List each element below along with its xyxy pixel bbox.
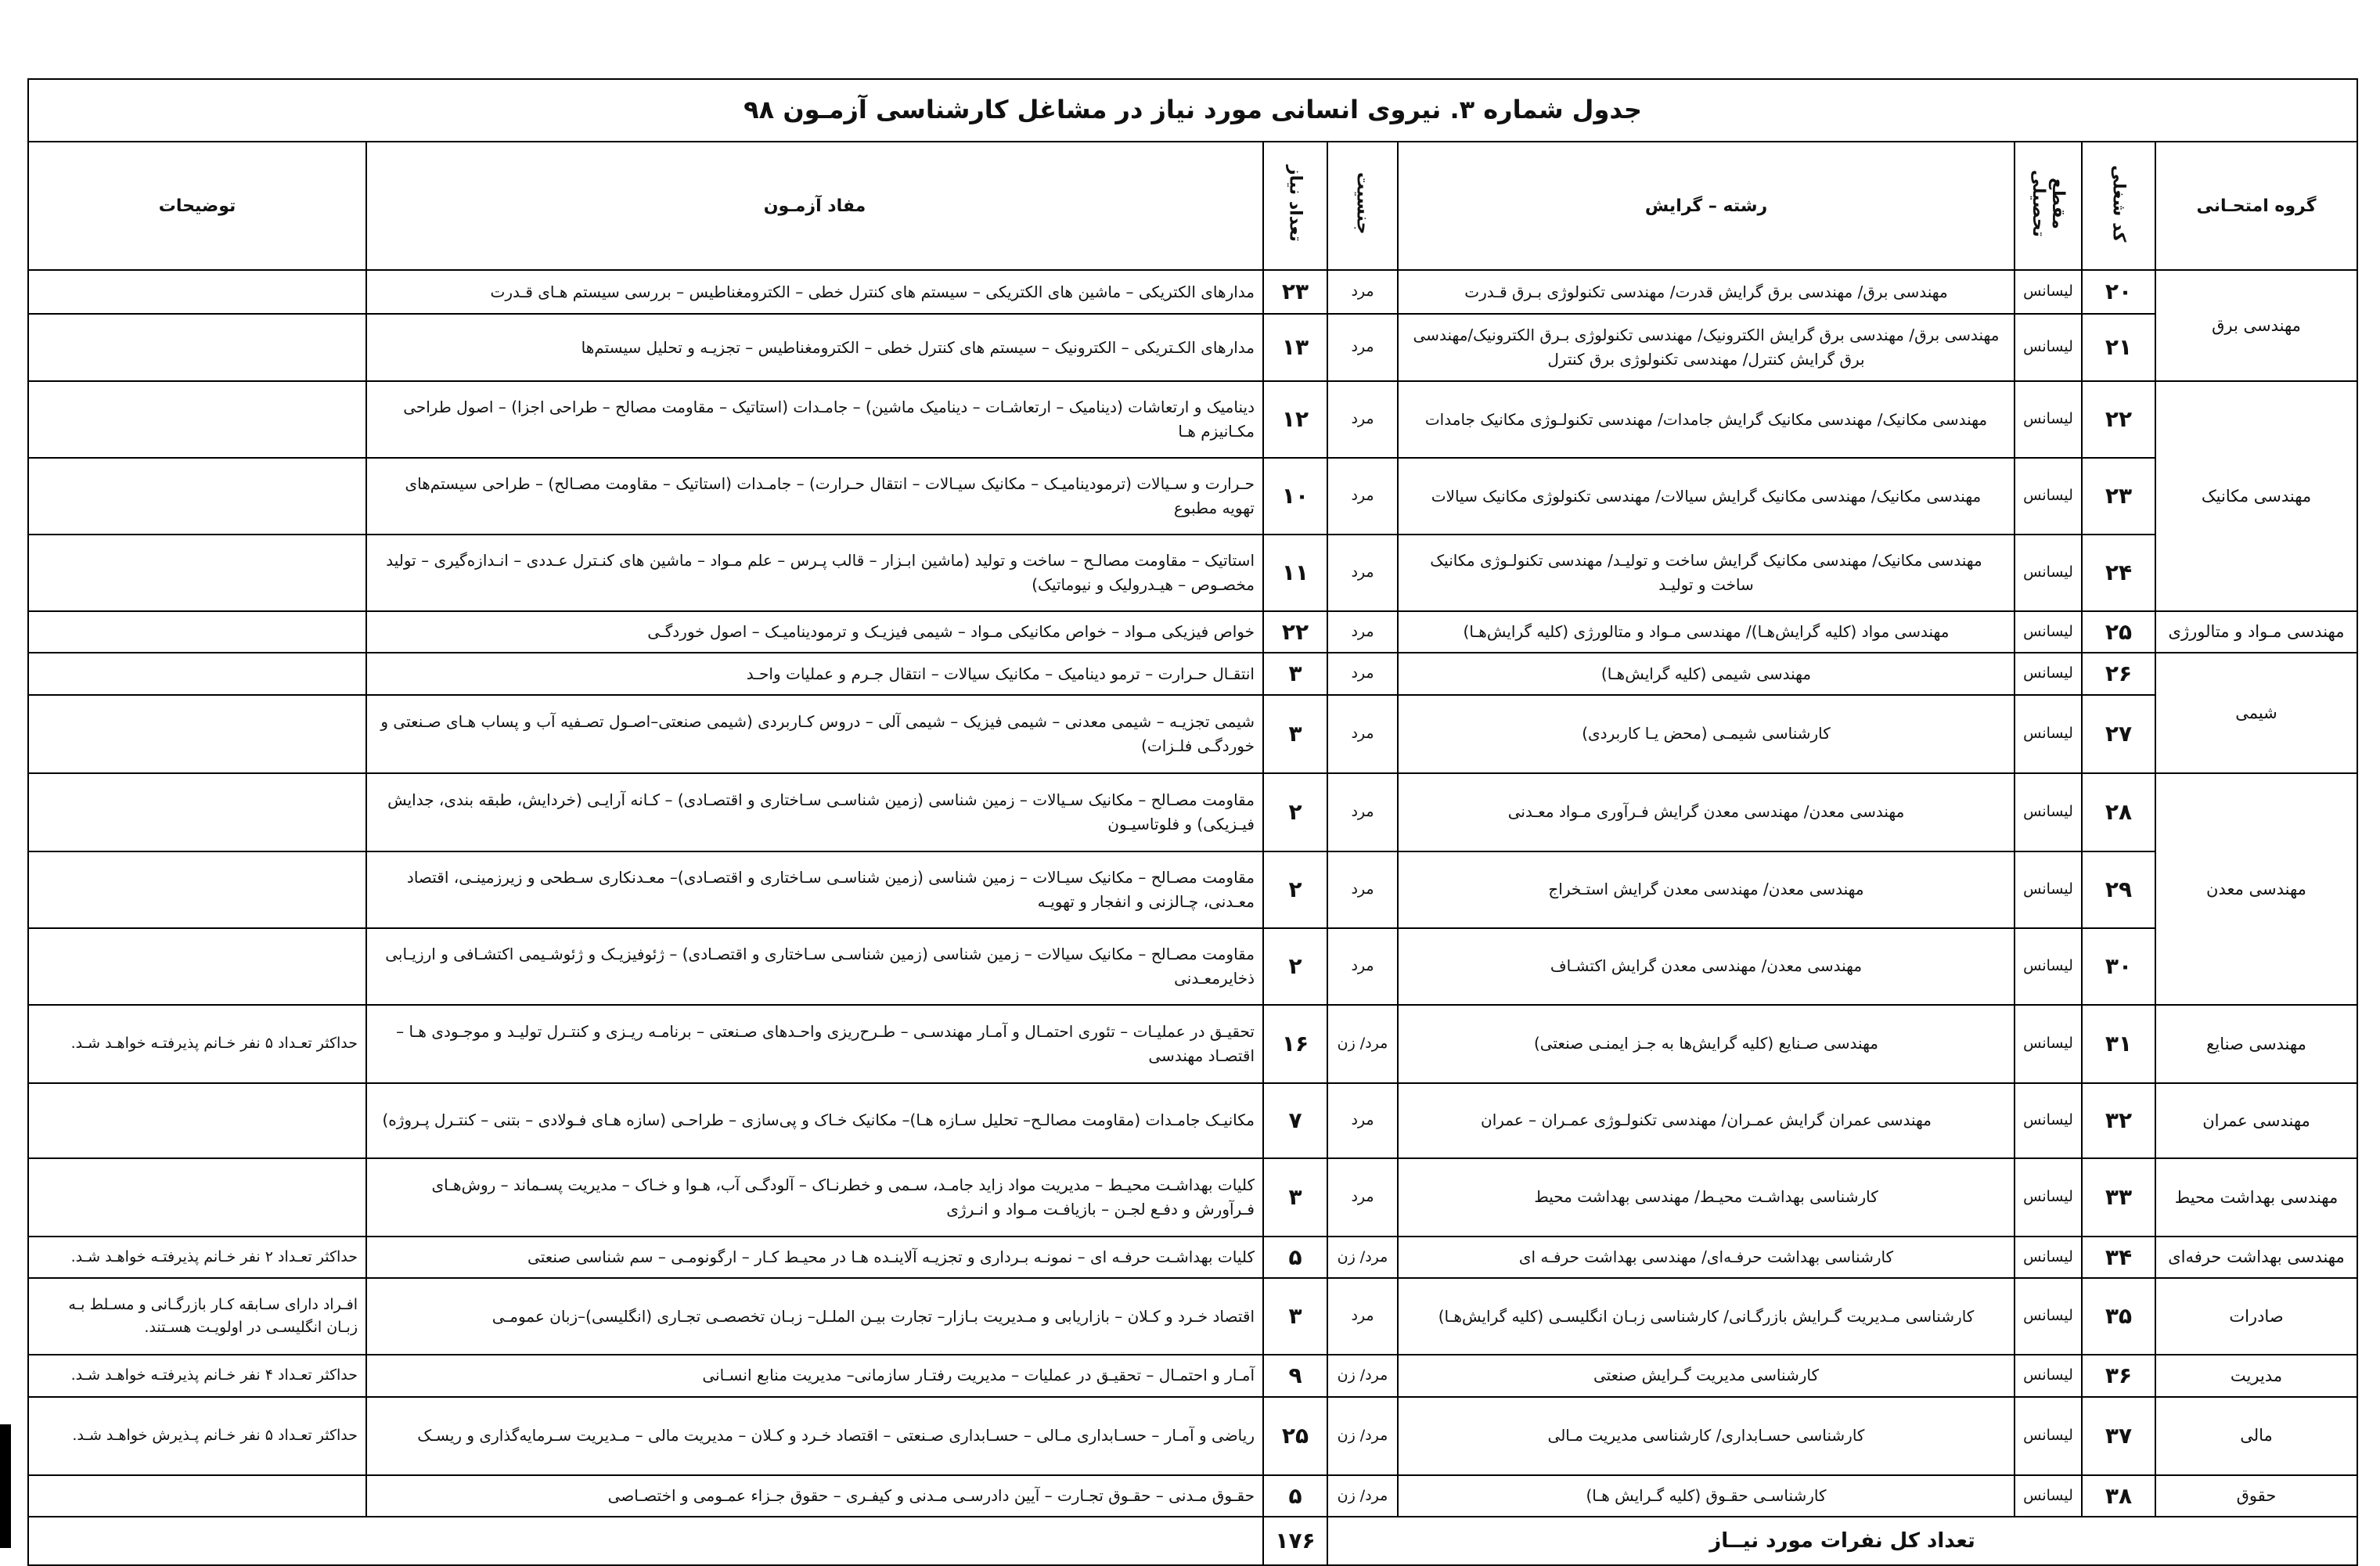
notes-cell — [28, 773, 366, 851]
subjects-cell: مدارهای الکـتریکی – الکترونیک – سیستم های کنترل خطی – الکترومغناطیس – تجزیـه و تحلیل سیستم‌ها — [366, 314, 1263, 381]
table-row — [28, 535, 2357, 611]
notes-cell — [28, 653, 366, 694]
need-cell: ۳ — [1263, 1278, 1327, 1355]
notes-cell — [28, 1158, 366, 1237]
degree-cell: لیسانس — [2015, 1005, 2082, 1083]
table-row — [28, 851, 2357, 928]
need-cell: ۳ — [1263, 695, 1327, 773]
group-cell: مهندسی مـواد و متالورژی — [2155, 611, 2357, 653]
notes-cell — [28, 314, 366, 381]
table-row — [28, 1475, 2357, 1517]
group-cell: مهندسی مکانیک — [2155, 381, 2357, 611]
header-gender — [1327, 142, 1398, 270]
subjects-cell: تحقیـق در عملیـات – تئوری احتمـال و آمـار مهندسـی – طـرح‌ریزی واحـدهای صـنعتی – برنامـه ریـزی و کنتـرل تولیـد و موجـودی هـا – اقتصـاد مهندسی — [366, 1005, 1263, 1083]
left-edge-bar — [0, 1424, 11, 1548]
field-cell: کارشناسی حسـابداری/ کارشناسی مدیریت مـالی — [1398, 1397, 2015, 1475]
degree-cell: لیسانس — [2015, 653, 2082, 694]
subjects-cell: آمـار و احتمـال – تحقیـق در عملیات – مدیریت رفتـار سازمانی– مدیریت منابع انسـانی — [366, 1355, 1263, 1396]
subjects-cell: حقـوق مـدنی – حقـوق تجـارت – آیین دادرسـی مـدنی و کیفـری – حقوق جـزاء عمـومی و اختصـاصی — [366, 1475, 1263, 1517]
subjects-cell: مدارهای الکتریکی – ماشین های الکتریکی – سیستم های کنترل خطی – الکترومغناطیس – بررسی سیستم هـای قـدرت — [366, 270, 1263, 314]
notes-cell — [28, 611, 366, 653]
header-group: گروه امتحـانی — [2155, 142, 2357, 270]
subjects-cell: خواص فیزیکی مـواد – خواص مکانیکی مـواد – شیمی فیزیـک و ترمودینامیـک – اصول خوردگـی — [366, 611, 1263, 653]
header-degree-label: مقطع تحصیلی — [2029, 169, 2068, 237]
degree-cell: لیسانس — [2015, 381, 2082, 458]
gender-cell: مرد — [1327, 1083, 1398, 1158]
field-cell: مهندسی معدن/ مهندسی معدن گرایش اکتشـاف — [1398, 928, 2015, 1005]
table-row — [28, 653, 2357, 694]
degree-cell: لیسانس — [2015, 1158, 2082, 1237]
need-cell: ۱۰ — [1263, 458, 1327, 535]
notes-cell — [28, 851, 366, 928]
header-notes: توضیحات — [28, 142, 366, 270]
field-cell: مهندسی برق/ مهندسی برق گرایش الکترونیک/ مهندسی تکنولوژی بـرق الکترونیک/مهندسی برق گرایش کنترل/ مهندسی تکنولوژی برق کنترل — [1398, 314, 2015, 381]
code-cell: ۲۱ — [2082, 314, 2155, 381]
code-cell: ۳۰ — [2082, 928, 2155, 1005]
header-gender-label: جنسیت — [1352, 172, 1373, 235]
code-cell: ۳۸ — [2082, 1475, 2155, 1517]
degree-cell: لیسانس — [2015, 1397, 2082, 1475]
code-cell: ۲۴ — [2082, 535, 2155, 611]
degree-cell: لیسانس — [2015, 1278, 2082, 1355]
degree-cell: لیسانس — [2015, 1083, 2082, 1158]
code-cell: ۲۵ — [2082, 611, 2155, 653]
code-cell: ۲۹ — [2082, 851, 2155, 928]
subjects-cell: اقتصاد خـرد و کـلان – بازاریابی و مـدیریت بـازار– تجارت بیـن الملـل– زبـان تخصصـی تجـاری (انگلیسی)–زبان عمومـی — [366, 1278, 1263, 1355]
need-cell: ۵ — [1263, 1237, 1327, 1278]
degree-cell: لیسانس — [2015, 458, 2082, 535]
document-page — [27, 78, 2357, 1554]
subjects-cell: مقاومت مصـالح – مکانیک سیالات – زمین شناسی (زمین شناسـی سـاختاری و اقتصـادی) – ژئوفیزیـک و ژئوشـیمی اکتشـافی و ارزیـابی ذخایرمعـدنی — [366, 928, 1263, 1005]
table-row — [28, 1237, 2357, 1278]
need-cell: ۵ — [1263, 1475, 1327, 1517]
total-empty-cell — [28, 1517, 1263, 1565]
need-cell: ۲۲ — [1263, 611, 1327, 653]
need-cell: ۳ — [1263, 1158, 1327, 1237]
gender-cell: مرد — [1327, 458, 1398, 535]
gender-cell: مرد — [1327, 1158, 1398, 1237]
gender-cell: مرد — [1327, 773, 1398, 851]
notes-cell — [28, 1475, 366, 1517]
field-cell: مهندسی صـنایع (کلیه گرایش‌ها به جـز ایمنـی صنعتی) — [1398, 1005, 2015, 1083]
code-cell: ۲۳ — [2082, 458, 2155, 535]
notes-cell — [28, 1083, 366, 1158]
header-code — [2082, 142, 2155, 270]
need-cell: ۲ — [1263, 773, 1327, 851]
field-cell: مهندسی مکانیک/ مهندسی مکانیک گرایش جامدات/ مهندسی تکنولـوژی مکانیک جامدات — [1398, 381, 2015, 458]
gender-cell: مرد — [1327, 695, 1398, 773]
group-cell: مهندسی بهداشت حرفه‌ای — [2155, 1237, 2357, 1278]
group-cell: مهندسی صنایع — [2155, 1005, 2357, 1083]
total-value: ۱۷۶ — [1263, 1517, 1327, 1565]
table-row — [28, 928, 2357, 1005]
field-cell: کارشناسی شیمـی (محض یـا کاربردی) — [1398, 695, 2015, 773]
subjects-cell: حـرارت و سـیالات (ترمودینامیـک – مکانیک سیـالات – انتقال حـرارت) – جامـدات (استاتیک – مقاومت مصـالح) – طراحی سیستم‌های تهویه مطبوع — [366, 458, 1263, 535]
field-cell: مهندسی برق/ مهندسی برق گرایش قدرت/ مهندسی تکنولوژی بـرق قـدرت — [1398, 270, 2015, 314]
field-cell: کارشناسی مـدیریت گـرایش بازرگـانی/ کارشناسی زبـان انگلیسـی (کلیه گرایش‌هـا) — [1398, 1278, 2015, 1355]
gender-cell: مرد — [1327, 314, 1398, 381]
gender-cell: مرد/ زن — [1327, 1237, 1398, 1278]
subjects-cell: مقاومت مصـالح – مکانیک سـیالات – زمین شناسی (زمین شناسـی سـاختاری و اقتصـادی) – کـانه آرایـی (خردایش، طبقه بندی، جدایش فیـزیکی) و فلوتاسیـون — [366, 773, 1263, 851]
degree-cell: لیسانس — [2015, 535, 2082, 611]
subjects-cell: شیمی تجزیـه – شیمی معدنی – شیمی فیزیک – شیمی آلی – دروس کـاربردی (شیمی صنعتی–اصـول تصـفیه آب و پساب هـای صـنعتی و خوردگـی فلـزات) — [366, 695, 1263, 773]
need-cell: ۳ — [1263, 653, 1327, 694]
field-cell: کارشناسی بهداشت حرفـه‌ای/ مهندسی بهداشت حرفـه ای — [1398, 1237, 2015, 1278]
notes-cell: حداکثر تعـداد ۲ نفر خـانم پذیرفتـه خواهـد شـد. — [28, 1237, 366, 1278]
gender-cell: مرد — [1327, 653, 1398, 694]
field-cell: مهندسی عمران گرایش عمـران/ مهندسی تکنولـوژی عمـران – عمران — [1398, 1083, 2015, 1158]
notes-cell — [28, 535, 366, 611]
subjects-cell: دینامیک و ارتعاشات (دینامیک – ارتعاشـات – دینامیک ماشین) – جامـدات (استاتیک – مقاومت مصالح – طراحی اجزا) – اصول طراحی مکـانیزم هـا — [366, 381, 1263, 458]
field-cell: مهندسی مواد (کلیه گرایش‌هـا)/ مهندسی مـواد و متالورژی (کلیه گرایش‌هـا) — [1398, 611, 2015, 653]
degree-cell: لیسانس — [2015, 928, 2082, 1005]
field-cell: مهندسی معدن/ مهندسی معدن گرایش فـرآوری مـواد معـدنی — [1398, 773, 2015, 851]
header-need-label: تعداد نیاز — [1285, 164, 1305, 243]
subjects-cell: مقاومت مصـالح – مکانیک سیـالات – زمین شناسی (زمین شناسـی سـاختاری و اقتصـادی)– معـدنکاری سـطحی و زیرزمینـی، اقتصاد معـدنی، چـالزنی و انفجار و تهویـه — [366, 851, 1263, 928]
gender-cell: مرد — [1327, 1278, 1398, 1355]
table-row — [28, 695, 2357, 773]
gender-cell: مرد/ زن — [1327, 1355, 1398, 1396]
table-row — [28, 1005, 2357, 1083]
table-row — [28, 458, 2357, 535]
group-cell: مدیریت — [2155, 1355, 2357, 1396]
gender-cell: مرد — [1327, 611, 1398, 653]
group-cell: صادرات — [2155, 1278, 2357, 1355]
header-field: رشته – گرایش — [1398, 142, 2015, 270]
need-cell: ۱۳ — [1263, 314, 1327, 381]
group-cell: مهندسی برق — [2155, 270, 2357, 381]
field-cell: کارشناسـی حقـوق (کلیه گـرایش هـا) — [1398, 1475, 2015, 1517]
header-degree — [2015, 142, 2082, 270]
gender-cell: مرد — [1327, 851, 1398, 928]
need-cell: ۲۵ — [1263, 1397, 1327, 1475]
degree-cell: لیسانس — [2015, 611, 2082, 653]
field-cell: مهندسی مکانیک/ مهندسی مکانیک گرایش ساخت و تولیـد/ مهندسی تکنولـوژی مکانیک ساخت و تولیـد — [1398, 535, 2015, 611]
code-cell: ۲۰ — [2082, 270, 2155, 314]
degree-cell: لیسانس — [2015, 270, 2082, 314]
degree-cell: لیسانس — [2015, 314, 2082, 381]
gender-cell: مرد — [1327, 381, 1398, 458]
total-row — [28, 1517, 2357, 1565]
need-cell: ۱۲ — [1263, 381, 1327, 458]
table-row — [28, 1083, 2357, 1158]
header-need — [1263, 142, 1327, 270]
code-cell: ۳۶ — [2082, 1355, 2155, 1396]
table-row — [28, 1397, 2357, 1475]
table-row — [28, 381, 2357, 458]
subjects-cell: کلیات بهداشـت حرفـه ای – نمونـه بـرداری و تجزیـه آلاینـده هـا در محیـط کـار – ارگونومـی – سم شناسی صنعتی — [366, 1237, 1263, 1278]
gender-cell: مرد — [1327, 270, 1398, 314]
need-cell: ۲ — [1263, 851, 1327, 928]
degree-cell: لیسانس — [2015, 1237, 2082, 1278]
gender-cell: مرد — [1327, 928, 1398, 1005]
manpower-table — [27, 78, 2358, 1566]
notes-cell: حداکثر تعـداد ۴ نفر خـانم پذیرفتـه خواهـد شـد. — [28, 1355, 366, 1396]
group-cell: حقوق — [2155, 1475, 2357, 1517]
need-cell: ۲۳ — [1263, 270, 1327, 314]
code-cell: ۳۲ — [2082, 1083, 2155, 1158]
notes-cell: حداکثر تعـداد ۵ نفر خـانم پـذیرش خواهـد شـد. — [28, 1397, 366, 1475]
degree-cell: لیسانس — [2015, 1475, 2082, 1517]
need-cell: ۱۱ — [1263, 535, 1327, 611]
need-cell: ۹ — [1263, 1355, 1327, 1396]
header-row — [28, 142, 2357, 270]
degree-cell: لیسانس — [2015, 1355, 2082, 1396]
group-cell: مالی — [2155, 1397, 2357, 1475]
degree-cell: لیسانس — [2015, 695, 2082, 773]
gender-cell: مرد/ زن — [1327, 1475, 1398, 1517]
table-row — [28, 314, 2357, 381]
notes-cell — [28, 270, 366, 314]
notes-cell — [28, 928, 366, 1005]
notes-cell: افـراد دارای سـابقه کـار بازرگـانی و مسـلط بـه زبـان انگلیسـی در اولویـت هسـتند. — [28, 1278, 366, 1355]
header-code-label: کد شغلی — [2108, 164, 2129, 243]
table-row — [28, 1278, 2357, 1355]
field-cell: مهندسی شیمی (کلیه گرایش‌هـا) — [1398, 653, 2015, 694]
notes-cell — [28, 695, 366, 773]
group-cell: مهندسی معدن — [2155, 773, 2357, 1005]
need-cell: ۱۶ — [1263, 1005, 1327, 1083]
degree-cell: لیسانس — [2015, 773, 2082, 851]
group-cell: مهندسی بهداشت محیط — [2155, 1158, 2357, 1237]
table-title: جدول شماره ۳. نیروی انسانی مورد نیاز در مشاغل کارشناسی آزمـون ۹۸ — [28, 79, 2357, 142]
need-cell: ۷ — [1263, 1083, 1327, 1158]
gender-cell: مرد — [1327, 535, 1398, 611]
gender-cell: مرد/ زن — [1327, 1397, 1398, 1475]
field-cell: مهندسی مکانیک/ مهندسی مکانیک گرایش سیالات/ مهندسی تکنولوژی مکانیک سیالات — [1398, 458, 2015, 535]
code-cell: ۳۱ — [2082, 1005, 2155, 1083]
table-row — [28, 773, 2357, 851]
code-cell: ۳۷ — [2082, 1397, 2155, 1475]
subjects-cell: انتقـال حـرارت – ترمو دینامیک – مکانیک سیالات – انتقال جـرم و عملیات واحـد — [366, 653, 1263, 694]
field-cell: مهندسی معدن/ مهندسی معدن گرایش استـخراج — [1398, 851, 2015, 928]
need-cell: ۲ — [1263, 928, 1327, 1005]
header-subjects: مفاد آزمـون — [366, 142, 1263, 270]
notes-cell: حداکثر تعـداد ۵ نفر خـانم پذیرفتـه خواهـد شـد. — [28, 1005, 366, 1083]
total-label: تعداد کل نفرات مورد نیــاز — [1327, 1517, 2357, 1565]
code-cell: ۳۴ — [2082, 1237, 2155, 1278]
code-cell: ۲۲ — [2082, 381, 2155, 458]
field-cell: کارشناسی بهداشـت محیـط/ مهندسی بهداشت محیط — [1398, 1158, 2015, 1237]
notes-cell — [28, 458, 366, 535]
table-row — [28, 270, 2357, 314]
group-cell: شیمی — [2155, 653, 2357, 772]
subjects-cell: استاتیک – مقاومت مصالـح – ساخت و تولید (ماشین ابـزار – قالب پـرس – علم مـواد – ماشین های کنـترل عـددی – انـدازه‌گیری – تولید مخصـوص – هیـدرولیک و نیوماتیک) — [366, 535, 1263, 611]
table-row — [28, 1158, 2357, 1237]
field-cell: کارشناسی مدیریت گـرایش صنعتی — [1398, 1355, 2015, 1396]
code-cell: ۲۷ — [2082, 695, 2155, 773]
code-cell: ۳۳ — [2082, 1158, 2155, 1237]
group-cell: مهندسی عمران — [2155, 1083, 2357, 1158]
table-row — [28, 611, 2357, 653]
code-cell: ۳۵ — [2082, 1278, 2155, 1355]
code-cell: ۲۸ — [2082, 773, 2155, 851]
notes-cell — [28, 381, 366, 458]
subjects-cell: ریاضی و آمـار – حسـابداری مـالی – حسـابداری صـنعتی – اقتصاد خـرد و کـلان – مدیریت مالی – مـدیریت سـرمایه‌گذاری و ریسـک — [366, 1397, 1263, 1475]
table-row — [28, 1355, 2357, 1396]
degree-cell: لیسانس — [2015, 851, 2082, 928]
gender-cell: مرد/ زن — [1327, 1005, 1398, 1083]
subjects-cell: مکانیـک جامـدات (مقاومت مصالـح– تحلیل سـازه هـا)– مکانیک خـاک و پی‌سازی – طراحـی (سازه هـای فـولادی – بتنی – کنتـرل پـروژه) — [366, 1083, 1263, 1158]
code-cell: ۲۶ — [2082, 653, 2155, 694]
subjects-cell: کلیات بهداشـت محیـط – مدیریت مواد زاید جامـد، سـمی و خطرنـاک – آلودگـی آب، هـوا و خـاک – مدیریت پسـماند – روش‌هـای فـرآورش و دفـع لجـن – بازیافـت مـواد و انـرژی — [366, 1158, 1263, 1237]
